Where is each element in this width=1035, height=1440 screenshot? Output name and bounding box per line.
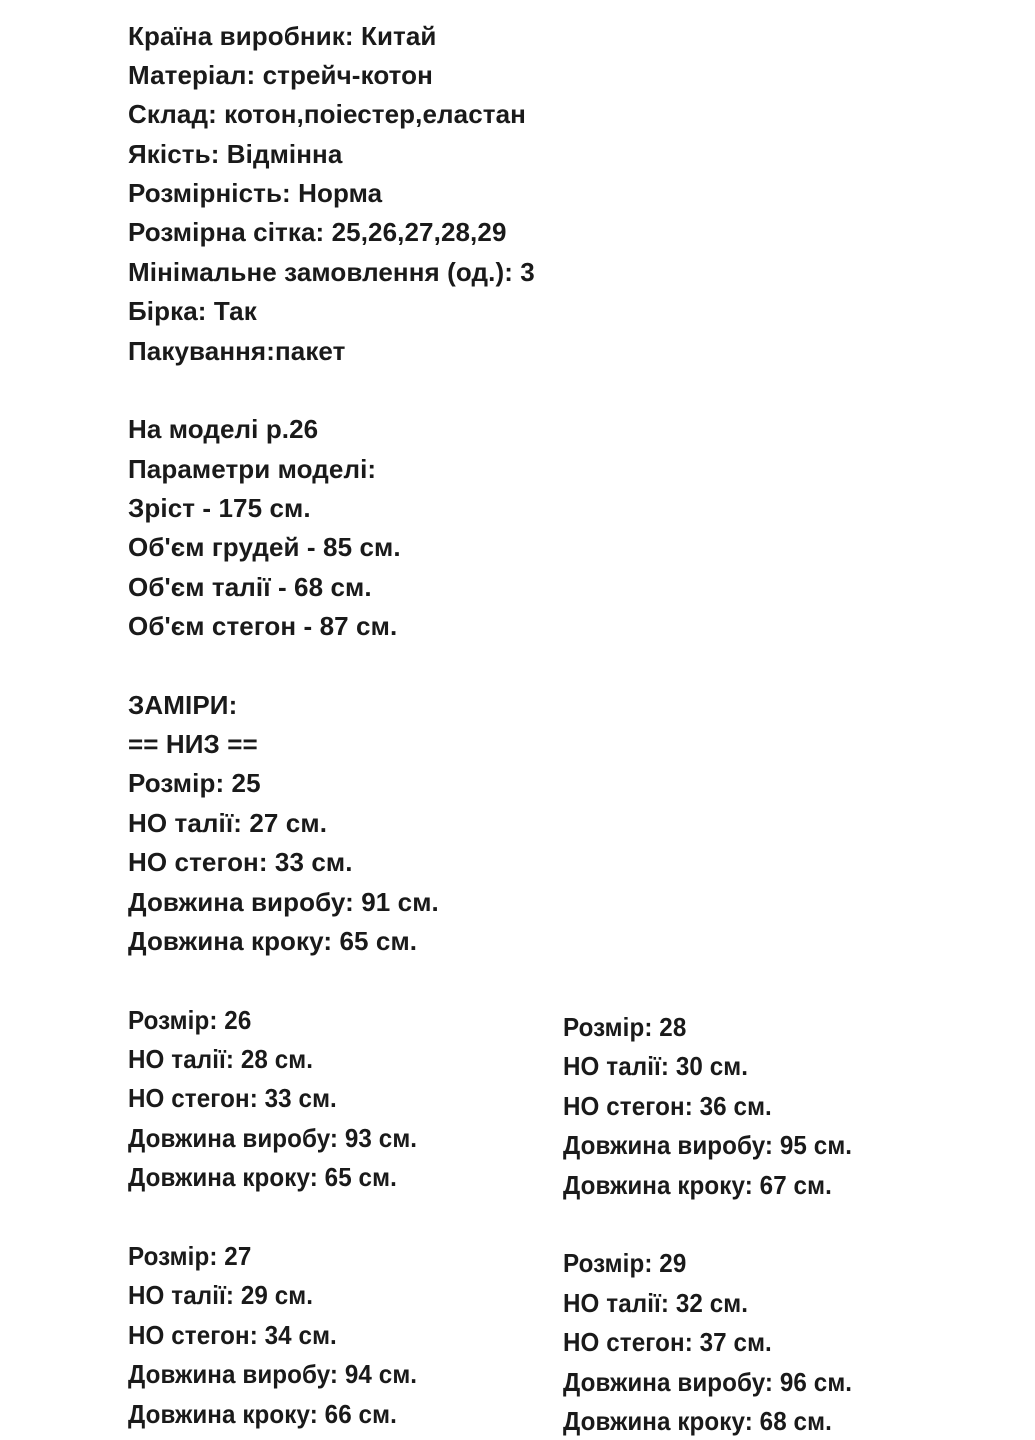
size-grid: Розмірна сітка: 25,26,27,28,29 — [128, 217, 507, 247]
size-label: Розмір: 29 — [563, 1248, 687, 1278]
sizing: Розмірність: Норма — [128, 178, 383, 208]
inseam-length: Довжина кроку: 65 см. — [128, 926, 418, 956]
half-waist: НО талії: 32 см. — [563, 1288, 749, 1318]
product-length: Довжина виробу: 94 см. — [128, 1359, 418, 1389]
half-hips: НО стегон: 37 см. — [563, 1327, 772, 1357]
inseam-length: Довжина кроку: 67 см. — [563, 1170, 832, 1200]
model-params-heading: Параметри моделі: — [128, 454, 377, 484]
tag: Бірка: Так — [128, 296, 257, 326]
half-hips: НО стегон: 34 см. — [128, 1320, 337, 1350]
half-waist: НО талії: 29 см. — [128, 1280, 314, 1310]
model-chest: Об'єм грудей - 85 см. — [128, 532, 401, 562]
model-hips: Об'єм стегон - 87 см. — [128, 611, 398, 641]
product-length: Довжина виробу: 95 см. — [563, 1130, 853, 1160]
inseam-length: Довжина кроку: 66 см. — [128, 1399, 397, 1429]
size-label: Розмір: 27 — [128, 1241, 252, 1271]
half-waist: НО талії: 30 см. — [563, 1051, 749, 1081]
material: Матеріал: стрейч-котон — [128, 60, 433, 90]
half-hips: НО стегон: 33 см. — [128, 1083, 337, 1113]
inseam-length: Довжина кроку: 65 см. — [128, 1162, 397, 1192]
model-height: Зріст - 175 см. — [128, 493, 311, 523]
product-length: Довжина виробу: 91 см. — [128, 887, 439, 917]
packaging: Пакування:пакет — [128, 336, 346, 366]
half-waist: НО талії: 27 см. — [128, 808, 328, 838]
measurements-subtitle: == НИЗ == — [128, 729, 258, 759]
product-length: Довжина виробу: 96 см. — [563, 1367, 853, 1397]
measurements-title: ЗАМІРИ: — [128, 690, 238, 720]
half-hips: НО стегон: 36 см. — [563, 1091, 772, 1121]
country-of-origin: Країна виробник: Китай — [128, 21, 437, 51]
size-label: Розмір: 28 — [563, 1012, 687, 1042]
model-waist: Об'єм талії - 68 см. — [128, 572, 372, 602]
half-waist: НО талії: 28 см. — [128, 1044, 314, 1074]
product-length: Довжина виробу: 93 см. — [128, 1123, 418, 1153]
size-label: Розмір: 25 — [128, 768, 261, 798]
composition: Склад: котон,поіестер,еластан — [128, 99, 526, 129]
quality: Якість: Відмінна — [128, 139, 343, 169]
minimum-order: Мінімальне замовлення (од.): 3 — [128, 257, 535, 287]
inseam-length: Довжина кроку: 68 см. — [563, 1406, 832, 1436]
size-label: Розмір: 26 — [128, 1005, 252, 1035]
model-size: На моделі р.26 — [128, 414, 319, 444]
half-hips: НО стегон: 33 см. — [128, 847, 353, 877]
